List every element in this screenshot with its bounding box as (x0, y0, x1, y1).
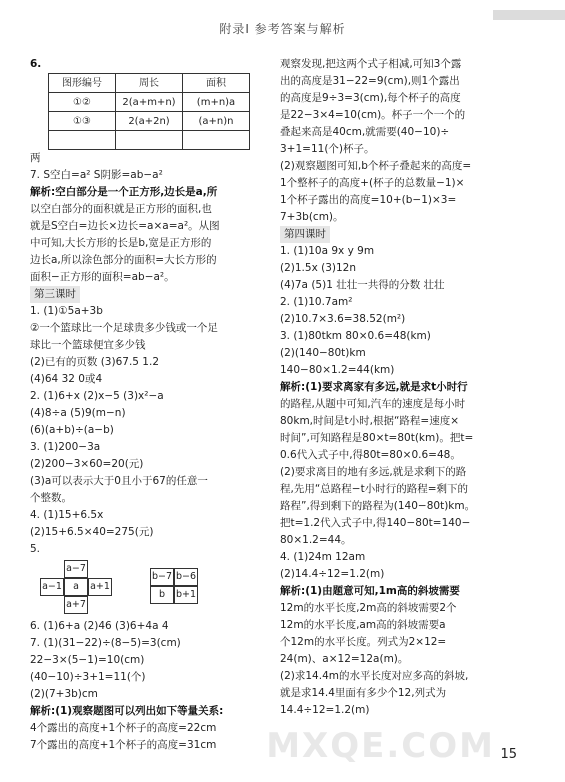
text-line: 时间”,可知路程是80×t=80t(km)。把t= (280, 432, 474, 444)
text-line: 12m的水平长度,2m高的斜坡需要2个 (280, 602, 457, 614)
text-line: 边长a,所以涂色部分的面积=大长方形的 (30, 254, 217, 266)
text-line: 中可知,大长方形的长是b,宽是正方形的 (30, 237, 212, 249)
cross-cell: a (64, 578, 88, 596)
text-line: 2. (1)6+x (2)x−5 (3)x²−a (30, 390, 164, 402)
text-line: 就是求14.4里面有多少个12,列式为 (280, 687, 447, 699)
table-cell: (m+n)a (183, 93, 250, 112)
text-line: 第三课时 (30, 286, 270, 303)
text-line: 叠起来高是40cm,就需要(40−10)÷ (280, 126, 450, 138)
text-line: (3)a可以表示大于0且小于67的任意一 (30, 475, 208, 487)
text-line: 个12m的水平长度。列式为2×12= (280, 636, 447, 648)
text-line: 球比一个篮球便宜多少钱 (30, 339, 146, 351)
square-cell: b (150, 586, 174, 604)
text-line: 路程”,得到剩下的路程为(140−80t)km。 (280, 500, 476, 512)
text-line: 以空白部分的面积就是正方形的面积,也 (30, 203, 212, 215)
table-cell: 周长 (116, 74, 183, 93)
table-cell: 图形编号 (49, 74, 116, 93)
left-column (30, 56, 270, 754)
text-line: (2)(140−80t)km (280, 347, 366, 359)
page-number: 15 (500, 747, 517, 762)
text-line: ②一个篮球比一个足球贵多少钱或一个足 (30, 322, 218, 334)
text-line: 2. (1)10.7am² (280, 296, 353, 308)
table-cell: ①② (49, 93, 116, 112)
text-line: (4)64 32 0或4 (30, 373, 103, 385)
table-cell: (a+n)n (183, 112, 250, 131)
shape-table (48, 73, 250, 150)
text-line: (2)观察题图可知,b个杯子叠起来的高度= (280, 160, 472, 172)
text-line: 1个整杯子的高度+(杯子的总数量−1)× (280, 177, 465, 189)
table-cell: 2(a+m+n) (116, 93, 183, 112)
text-line: 解析:空白部分是一个正方形,边长是a,所 (30, 186, 218, 198)
text-line: 0.6代入式子中,得80t=80×0.6=48。 (280, 449, 461, 461)
text-line: (40−10)÷3+1=11(个) (30, 671, 146, 683)
table-cell: ①③ (49, 112, 116, 131)
text-line: 两 (30, 152, 41, 164)
table-cell (116, 131, 183, 150)
text-line: (2)15+6.5×40=275(元) (30, 526, 154, 538)
text-line: 就是S空白=边长×边长=a×a=a²。从图 (30, 220, 220, 232)
text-line: 3. (1)80tkm 80×0.6=48(km) (280, 330, 431, 342)
text-line: 12m的水平长度,am高的斜坡需要a (280, 619, 446, 631)
text-line: 1. (1)①5a+3b (30, 305, 103, 317)
watermark: MXQE.COM (266, 726, 495, 766)
text-line: 7个露出的高度+1个杯子的高度=31cm (30, 739, 217, 751)
cross-cell: a+1 (88, 578, 112, 596)
text-line: (2)10.7×3.6=38.52(m²) (280, 313, 406, 325)
text-line: 3. (1)200−3a (30, 441, 101, 453)
number-cross-figure (30, 558, 270, 618)
page-header (0, 0, 565, 46)
text-line: 1个杯子露出的高度=10+(b−1)×3= (280, 194, 457, 206)
cross-cell: a−1 (40, 578, 64, 596)
header-title: 附录Ⅰ 参考答案与解析 (219, 22, 346, 36)
table-row (49, 93, 250, 112)
text-line: 4. (1)15+6.5x (30, 509, 104, 521)
text-line: 7. (1)(31−22)÷(8−5)=3(cm) (30, 637, 181, 649)
text-line: 1. (1)10a 9x y 9m (280, 245, 375, 257)
text-line: 80km,时间是t小时,根据“路程=速度× (280, 415, 459, 427)
text-line: 面积−正方形的面积=ab−a²。 (30, 271, 175, 283)
text-line: 4. (1)24m 12am (280, 551, 366, 563)
text-line: 22−3×(5−1)=10(cm) (30, 654, 145, 666)
text-line: 是22−3×4=10(cm)。杯子一个一个的 (280, 109, 466, 121)
cross-cell: a−7 (64, 560, 88, 578)
text-line: 3+1=11(个)杯子。 (280, 143, 375, 155)
table-cell: 面积 (183, 74, 250, 93)
text-line: 第四课时 (280, 226, 540, 243)
text-line: 7. S空白=a² S阴影=ab−a² (30, 169, 163, 181)
text-line: (2)200−3×60=20(元) (30, 458, 144, 470)
text-line: 14.4÷12=1.2(m) (280, 704, 370, 716)
table-cell: 2(a+2n) (116, 112, 183, 131)
text-line: (2)1.5x (3)12n (280, 262, 357, 274)
text-line: (2)已有的页数 (3)67.5 1.2 (30, 356, 159, 368)
text-line: 80×1.2=44。 (280, 534, 352, 546)
text-line: 个整数。 (30, 492, 72, 504)
table-row (49, 131, 250, 150)
text-line: (6)(a+b)÷(a−b) (30, 424, 114, 436)
text-line: 出的高度是31−22=9(cm),则1个露出 (280, 75, 460, 87)
text-line: 140−80×1.2=44(km) (280, 364, 395, 376)
text-line: (2)(7+3b)cm (30, 688, 98, 700)
question-6-number: 6. (30, 58, 42, 70)
text-line: 程,先用“总路程−t小时行的路程=剩下的 (280, 483, 468, 495)
text-line: 6. (1)6+a (2)46 (3)6+4a 4 (30, 620, 169, 632)
text-line: 的高度是9÷3=3(cm),每个杯子的高度 (280, 92, 461, 104)
text-line: 4个露出的高度+1个杯子的高度=22cm (30, 722, 217, 734)
table-row (49, 74, 250, 93)
table-cell (49, 131, 116, 150)
text-line: (2)求14.4m的水平长度对应多高的斜坡, (280, 670, 469, 682)
text-line: 24(m)、a×12=12a(m)。 (280, 653, 409, 665)
text-line: 的路程,从题中可知,汽车的速度是每小时 (280, 398, 466, 410)
text-line: 5. (30, 543, 41, 555)
text-line: 7+3b(cm)。 (280, 211, 344, 223)
right-column (280, 56, 540, 719)
square-cell: b−6 (174, 568, 198, 586)
text-line: (4)8÷a (5)9(m−n) (30, 407, 126, 419)
text-line: 观察发现,把这两个式子相减,可知3个露 (280, 58, 462, 70)
text-line: (2)14.4÷12=1.2(m) (280, 568, 385, 580)
text-line: (4)7a (5)1 壮壮一共得的分数 壮壮 (280, 279, 445, 291)
header-bar (493, 10, 565, 20)
table-cell (183, 131, 250, 150)
text-line: 把t=1.2代入式子中,得140−80t=140− (280, 517, 471, 529)
text-line: 解析:(1)观察题图可以列出如下等量关系: (30, 705, 224, 717)
text-line: 解析:(1)要求离家有多远,就是求t小时行 (280, 381, 468, 393)
square-cell: b+1 (174, 586, 198, 604)
text-line: 解析:(1)由题意可知,1m高的斜坡需要 (280, 585, 460, 597)
cross-cell: a+7 (64, 596, 88, 614)
text-line: (2)要求离目的地有多远,就是求剩下的路 (280, 466, 467, 478)
square-cell: b−7 (150, 568, 174, 586)
table-row (49, 112, 250, 131)
